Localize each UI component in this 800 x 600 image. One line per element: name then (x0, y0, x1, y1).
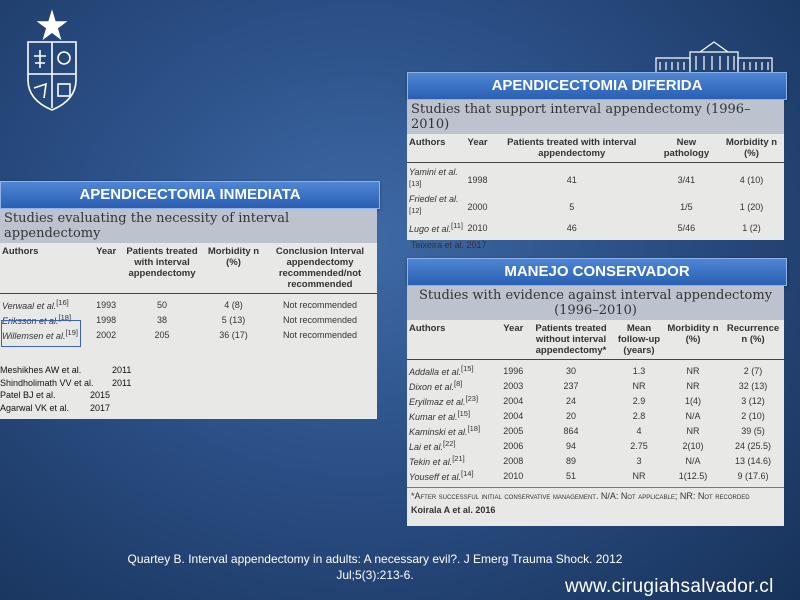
col-recurrence: Recurrence n (%) (722, 320, 784, 360)
table-row: Kumar et al.[15] 2004 20 2.8 N/A 2 (10) (409, 409, 765, 422)
table-row: Yamini et al.[13] 1998 41 3/41 4 (10) (409, 167, 764, 188)
table-row: Friedel et al.[12] 2000 5 1/5 1 (20) (409, 194, 764, 215)
website-url: www.cirugiahsalvador.cl (565, 576, 774, 597)
table-row: Eriksson et al.[18] 1998 38 5 (13) Not recommended (2, 313, 358, 326)
table-row: Kaminski et al.[18] 2005 864 4 NR 39 (5) (409, 424, 765, 437)
conservative-footnote: *After successful initial conservative management. N/A: Not applicable; NR: Not recorded (407, 487, 784, 503)
conservative-table-heading: Studies with evidence against interval appendectomy (1996–2010) (407, 286, 784, 320)
col-year: Year (92, 243, 120, 294)
table-row: Willemsen et al.[19] 2002 205 36 (17) Not recommended (2, 328, 358, 341)
citation-text: Quartey B. Interval appendectomy in adults: A necessary evil?. J Emerg Trauma Shock. 2012 Jul;5(3):213-6. (127, 552, 623, 582)
col-morbidity: Morbidity n (%) (664, 320, 722, 360)
table-row: Lugo et al.[11] 2010 46 5/46 1 (2) (409, 221, 761, 234)
list-item: Shindholimath VV et al. 2011 (0, 377, 132, 388)
immediate-extra-refs (0, 364, 150, 414)
table-row: Verwaal et al.[16] 1993 50 4 (8) Not recommended (2, 298, 358, 311)
deferred-banner: APENDICECTOMIA DIFERIDA (407, 72, 787, 100)
col-conclusion: Conclusion Interval appendectomy recommended/not recommended (263, 243, 377, 294)
university-crest-logo (22, 8, 82, 113)
conservative-table-panel (407, 286, 784, 526)
col-patients: Patients treated with interval appendectomy (490, 134, 654, 163)
conservative-source: Koirala A et al. 2016 (411, 505, 496, 515)
list-item: Meshikhes AW et al. 2011 (0, 365, 132, 375)
highlight-box (1, 320, 81, 347)
table-row: Tekin et al.[21] 2008 89 3 N/A 13 (14.6) (409, 454, 772, 467)
col-year: Year (499, 320, 528, 360)
list-item: Patel BJ et al. 2015 (0, 390, 111, 400)
deferred-table (407, 134, 784, 235)
conservative-table (407, 320, 784, 483)
col-new-pathology: New pathology (654, 134, 719, 163)
table-row: Dixon et al.[8] 2003 237 NR NR 32 (13) (409, 379, 768, 392)
col-authors: Authors (0, 243, 92, 294)
col-patients: Patients treated with interval appendectomy (120, 243, 204, 294)
deferred-table-panel (407, 100, 784, 250)
col-year: Year (466, 134, 490, 163)
immediate-banner: APENDICECTOMIA INMEDIATA (0, 181, 380, 209)
immediate-table-heading: Studies evaluating the necessity of interval appendectomy (0, 209, 377, 243)
table-row: Lai et al.[22] 2006 94 2.75 2(10) 24 (25.5) (409, 439, 772, 452)
conservative-banner: MANEJO CONSERVADOR (407, 258, 787, 286)
col-morbidity: Morbidity n (%) (719, 134, 784, 163)
col-followup: Mean follow-up (years) (614, 320, 664, 360)
col-authors: Authors (407, 134, 466, 163)
deferred-table-heading: Studies that support interval appendectomy (1996–2010) (407, 100, 784, 134)
table-row: Addalla et al.[15] 1996 30 1.3 NR 2 (7) (409, 364, 763, 377)
table-row: Eryilmaz et al.[23] 2004 24 2.9 1(4) 3 (12) (409, 394, 765, 407)
hospital-building-logo (650, 40, 778, 76)
col-morbidity: Morbidity n (%) (204, 243, 263, 294)
col-authors: Authors (407, 320, 499, 360)
list-item: Agarwal VK et al. 2017 (0, 402, 111, 413)
deferred-source: Teixeira et al. 2017 (411, 240, 487, 250)
col-patients: Patients treated without interval appendectomy* (528, 320, 614, 360)
table-row: Youseff et al.[14] 2010 51 NR 1(12.5) 9 (17.6) (409, 469, 769, 482)
